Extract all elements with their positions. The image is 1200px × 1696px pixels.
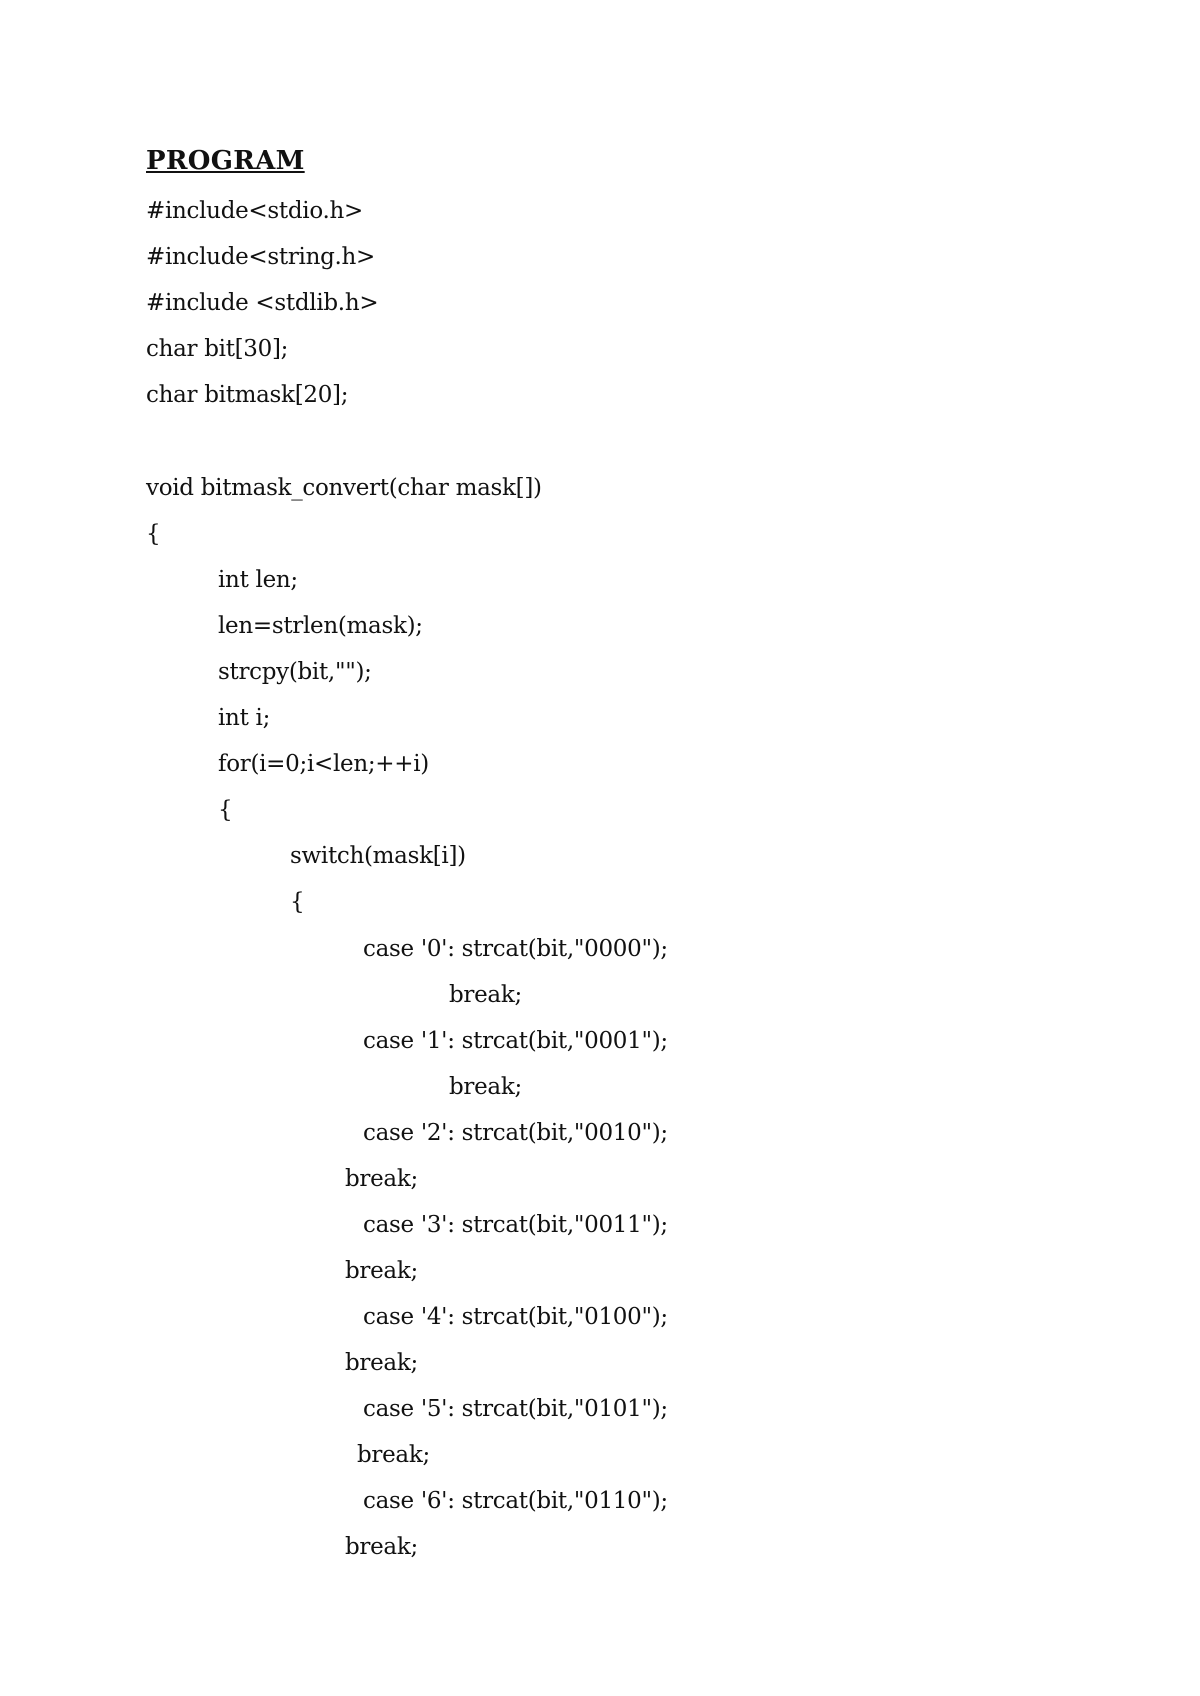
code-line: case '4': strcat(bit,"0100"); <box>363 1304 668 1330</box>
code-line: break; <box>357 1442 430 1468</box>
code-line: { <box>146 521 161 547</box>
code-line: case '5': strcat(bit,"0101"); <box>363 1396 668 1422</box>
code-line: { <box>218 797 233 823</box>
code-line: break; <box>449 1074 522 1100</box>
code-line: #include<stdio.h> <box>146 198 363 224</box>
code-line: int i; <box>218 705 271 731</box>
code-line: case '2': strcat(bit,"0010"); <box>363 1120 668 1146</box>
code-line: case '1': strcat(bit,"0001"); <box>363 1028 668 1054</box>
code-line: break; <box>345 1350 418 1376</box>
program-heading: PROGRAM <box>146 146 305 176</box>
code-line: case '6': strcat(bit,"0110"); <box>363 1488 668 1514</box>
code-line: break; <box>449 982 522 1008</box>
code-line: break; <box>345 1166 418 1192</box>
code-line: case '0': strcat(bit,"0000"); <box>363 936 668 962</box>
code-line: case '3': strcat(bit,"0011"); <box>363 1212 668 1238</box>
code-line: break; <box>345 1534 418 1560</box>
code-line: #include <stdlib.h> <box>146 290 379 316</box>
code-line: break; <box>345 1258 418 1284</box>
code-line: switch(mask[i]) <box>290 843 466 869</box>
code-line: strcpy(bit,""); <box>218 659 372 685</box>
code-line: { <box>290 889 305 915</box>
code-line: #include<string.h> <box>146 244 376 270</box>
code-line: char bitmask[20]; <box>146 382 349 408</box>
code-line: int len; <box>218 567 298 593</box>
code-line: len=strlen(mask); <box>218 613 423 639</box>
code-line: for(i=0;i<len;++i) <box>218 751 429 777</box>
code-line: void bitmask_convert(char mask[]) <box>146 475 542 501</box>
code-line: char bit[30]; <box>146 336 289 362</box>
